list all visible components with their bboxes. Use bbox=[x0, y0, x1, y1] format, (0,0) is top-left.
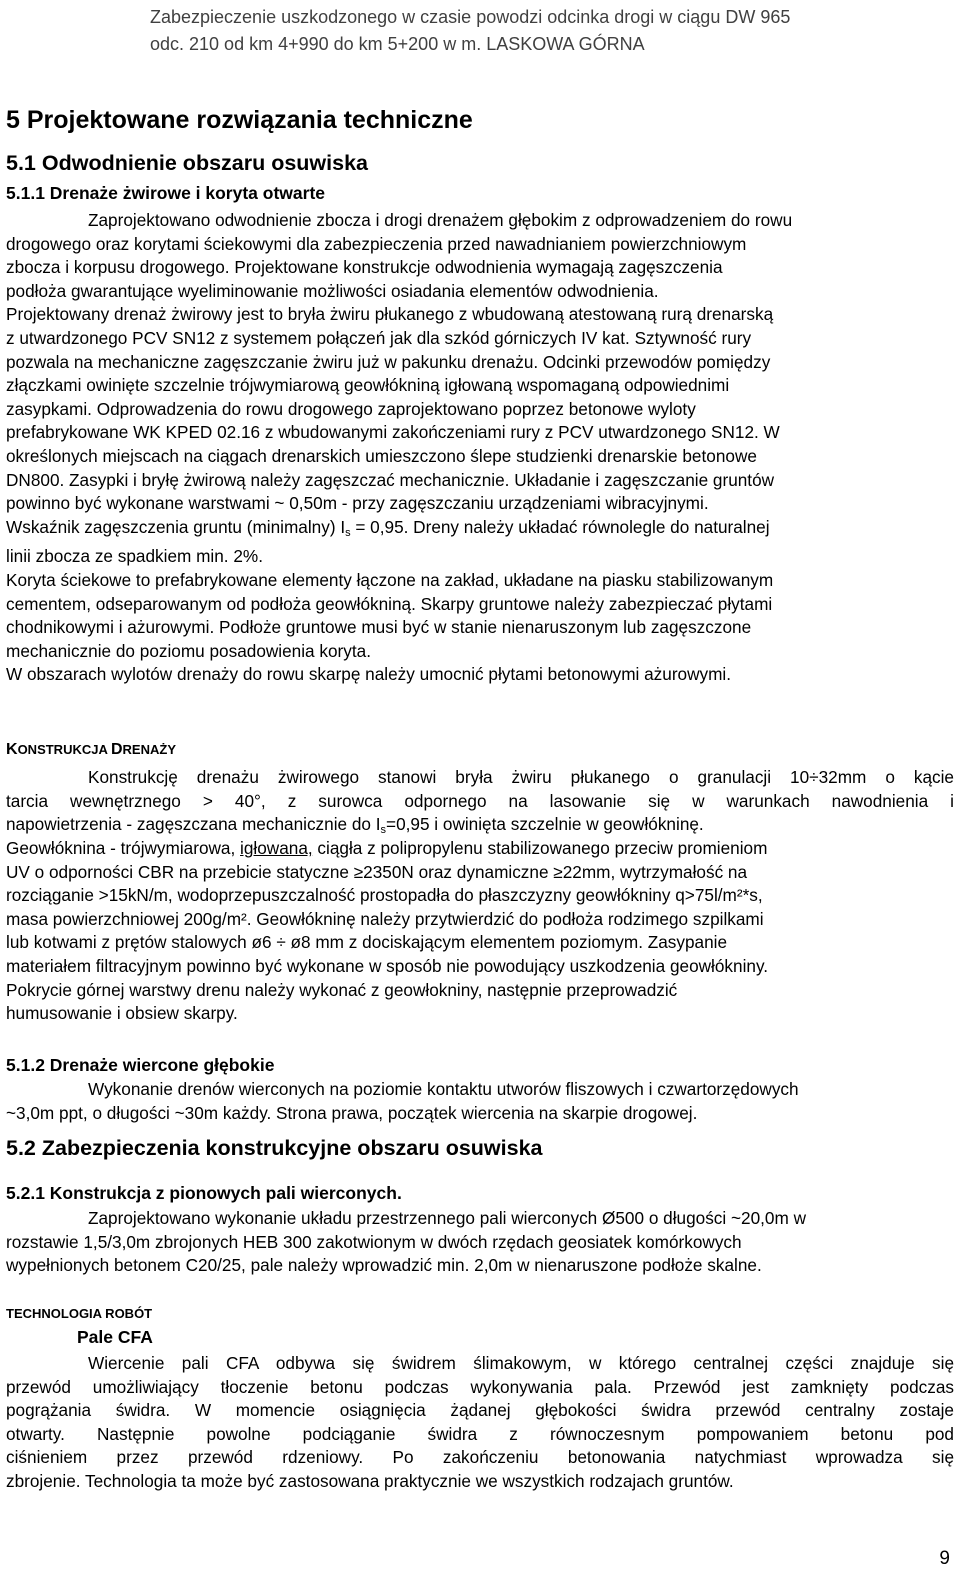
heading-section-5-2: 5.2 Zabezpieczenia konstrukcyjne obszaru osuwiska bbox=[6, 1136, 543, 1160]
text-line: Wykonanie drenów wierconych na poziomie kontaktu utworów fliszowych i czwartorzędowych bbox=[88, 1079, 799, 1099]
page-number: 9 bbox=[939, 1548, 950, 1569]
text-line: rozciąganie >15kN/m, wodoprzepuszczalność prostopadła do płaszczyzny geowłókniny q>75l/m²*s, bbox=[6, 885, 763, 906]
text-line: Wiercenie pali CFA odbywa się świdrem ślimakowym, w którego centralnej części znajduje się bbox=[88, 1353, 954, 1373]
text-line: chodnikowymi i ażurowymi. Podłoże gruntowe musi być w stanie nienaruszonym lub zagęszczone bbox=[6, 617, 752, 638]
text-line: podłoża gwarantujące wyeliminowanie możliwości osiadania elementów odwodnienia. bbox=[6, 280, 659, 301]
text-line: określonych miejscach na ciągach drenarskich umieszczono ślepe studzienki drenarskie betonowe bbox=[6, 445, 757, 466]
heading-section-5-1-1: 5.1.1 Drenaże żwirowe i koryta otwarte bbox=[6, 183, 326, 203]
header-line-2: odc. 210 od km 4+990 do km 5+200 w m. LASKOWA GÓRNA bbox=[150, 34, 645, 54]
heading-text: RENAŻY bbox=[122, 742, 176, 757]
text-line: lub kotwami z prętów stalowych ø6 ÷ ø8 mm z dociskającym elementem poziomym. Zasypanie bbox=[6, 932, 728, 953]
text-line: prefabrykowane WK KPED 02.16 z wbudowanymi zakończeniami rury z PCV utwardzonego SN12. W bbox=[6, 422, 780, 443]
paragraph-pale-cfa bbox=[6, 1352, 954, 1494]
text-line: Pokrycie górnej warstwy drenu należy wykonać z geowłokniny, następnie przeprowadzić bbox=[6, 979, 678, 1000]
text-line: Projektowany drenaż żwirowy jest to bryła żwiru płukanego z wbudowaną atestowaną rurą drenarską bbox=[6, 304, 774, 325]
text-line-wskaznik bbox=[6, 516, 954, 546]
text-fragment: Wskaźnik zagęszczenia gruntu (minimalny) I bbox=[6, 516, 346, 537]
text-line: ciśnieniem przez przewód rdzeniowy. Po zakończeniu betonowania natychmiast wprowadza się bbox=[6, 1447, 954, 1468]
text-fragment: =0,95 i owinięta szczelnie w geowłókninę. bbox=[386, 814, 704, 835]
heading-text: ONSTRUKCJA bbox=[17, 742, 111, 757]
text-line: wypełnionych betonem C20/25, pale należy wprowadzić min. 2,0m w nienaruszone podłoże skalne. bbox=[6, 1255, 762, 1276]
text-line: humusowanie i obsiew skarpy. bbox=[6, 1003, 238, 1024]
text-line: rozstawie 1,5/3,0m zbrojonych HEB 300 zakotwionym w dwóch rzędach geosiatek komórkowych bbox=[6, 1231, 742, 1252]
text-line: masa powierzchniowej 200g/m². Geowłókninę należy przytwierdzić do podłoża rodzimego szpilkami bbox=[6, 908, 764, 929]
text-line: drogowego oraz korytami ściekowymi dla zabezpieczenia przed nawadnianiem powierzchniowym bbox=[6, 233, 747, 254]
heading-technologia-robot: TECHNOLOGIA ROBÓT bbox=[6, 1306, 153, 1321]
text-line: pozwala na mechaniczne zagęszczanie żwiru już w pakunku drenażu. Odcinki przewodów pomiędzy bbox=[6, 351, 771, 372]
subscript: s bbox=[345, 526, 351, 539]
heading-section-5: 5 Projektowane rozwiązania techniczne bbox=[6, 106, 473, 134]
text-line: DN800. Zasypki i bryłę żwirową należy zagęszczać mechanicznie. Układanie i zagęszczanie gruntów bbox=[6, 469, 775, 490]
text-line: tarcia wewnętrznego > 40°, z surowca odpornego na lasowanie się w warunkach nawodnienia i bbox=[6, 790, 954, 811]
text-line: przewód umożliwiający tłoczenie betonu podczas wykonywania pala. Przewód jest zamknięty podczas bbox=[6, 1376, 954, 1397]
paragraph-geowloknina bbox=[6, 837, 954, 1026]
text-fragment: = 0,95. Dreny należy układać równolegle do naturalnej bbox=[350, 516, 770, 537]
text-line: W obszarach wylotów drenaży do rowu skarpę należy umocnić płytami betonowymi ażurowymi. bbox=[6, 664, 732, 685]
underlined-text: igłowana, bbox=[240, 838, 313, 858]
paragraph-konstrukcja bbox=[6, 766, 954, 843]
text-line: mechanicznie do poziomu posadowienia koryta. bbox=[6, 640, 371, 661]
text-line-geowloknina bbox=[6, 837, 954, 861]
paragraph-drenaze-zwirowe bbox=[6, 209, 954, 687]
text-line: Koryta ściekowe to prefabrykowane elementy łączone na zakład, układane na piasku stabilizowanym bbox=[6, 569, 774, 590]
text-line: cementem, odseparowanym od podłoża geowłókniną. Skarpy gruntowe należy zabezpieczać płytami bbox=[6, 593, 773, 614]
heading-pale-cfa: Pale CFA bbox=[77, 1327, 153, 1347]
heading-section-5-2-1: 5.2.1 Konstrukcja z pionowych pali wierconych. bbox=[6, 1183, 402, 1203]
text-line: ~3,0m ppt, o długości ~30m każdy. Strona prawa, początek wiercenia na skarpie drogowej. bbox=[6, 1102, 698, 1123]
text-line: zbocza i korpusu drogowego. Projektowane konstrukcje odwodnienia wymagają zagęszczenia bbox=[6, 257, 723, 278]
paragraph-pale-wiercone bbox=[6, 1207, 954, 1278]
text-fragment: napowietrzenia - zagęszczana mechanicznie do I bbox=[6, 814, 381, 835]
text-line: powinno być wykonane warstwami ~ 0,50m - przy zagęszczaniu urządzeniami wibracyjnymi. bbox=[6, 493, 709, 514]
text-line: Zaprojektowano odwodnienie zbocza i drogi drenażem głębokim z odprowadzeniem do rowu bbox=[88, 210, 793, 230]
heading-section-5-1-2: 5.1.2 Drenaże wiercone głębokie bbox=[6, 1055, 275, 1075]
text-line: materiałem filtracyjnym powinno być wykonane w sposób nie powodujący uszkodzenia geowłókniny. bbox=[6, 955, 769, 976]
paragraph-drenaze-wiercone bbox=[6, 1078, 954, 1125]
text-line: UV o odporności CBR na przebicie statyczne ≥2350N oraz dynamiczne ≥22mm, wytrzymałość na bbox=[6, 861, 748, 882]
subscript: s bbox=[380, 824, 387, 837]
heading-letter: K bbox=[6, 741, 18, 758]
text-line: Zaprojektowano wykonanie układu przestrzennego pali wierconych Ø500 o długości ~20,0m w bbox=[88, 1208, 806, 1228]
text-line: otwarty. Następnie powolne podciąganie świdra z równoczesnym pompowaniem betonu pod bbox=[6, 1423, 954, 1444]
text-line: Konstrukcję drenażu żwirowego stanowi bryła żwiru płukanego o granulacji 10÷32mm o kącie bbox=[88, 767, 954, 787]
text-line: pogrążania świdra. W momencie osiągnięcia żądanej głębokości świdra przewód centralny zostaje bbox=[6, 1400, 954, 1421]
text-line: złączkami owinięte szczelnie trójwymiarową geowłókniną igłowaną wspomaganą odpowiednimi bbox=[6, 375, 730, 396]
text-fragment: Geowłóknina - trójwymiarowa, bbox=[6, 838, 241, 858]
heading-section-5-1: 5.1 Odwodnienie obszaru osuwiska bbox=[6, 151, 369, 175]
text-line: zbrojenie. Technologia ta może być zastosowana praktycznie we wszystkich rodzajach gruntów. bbox=[6, 1470, 734, 1491]
header-line-1: Zabezpieczenie uszkodzonego w czasie powodzi odcinka drogi w ciągu DW 965 bbox=[150, 7, 791, 27]
text-line: linii zbocza ze spadkiem min. 2%. bbox=[6, 546, 263, 567]
text-line: zasypkami. Odprowadzenia do rowu drogowego zaprojektowano poprzez betonowe wyloty bbox=[6, 398, 696, 419]
text-fragment: ciągła z polipropylenu stabilizowanego przeciw promieniom bbox=[312, 838, 768, 858]
heading-letter: D bbox=[110, 741, 123, 758]
text-line: z utwardzonego PCV SN12 z systemem połączeń jak dla szkód górniczych IV kat. Sztywność rury bbox=[6, 327, 752, 348]
page-header bbox=[150, 4, 950, 58]
heading-konstrukcja-drenazy bbox=[6, 741, 176, 759]
